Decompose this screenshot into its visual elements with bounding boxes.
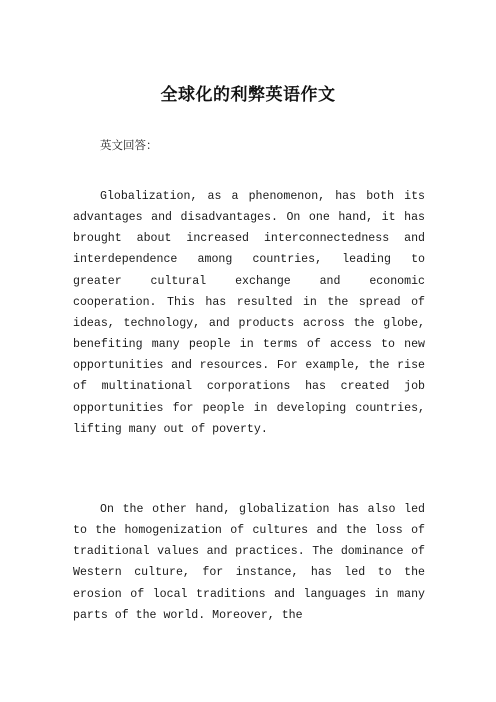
section-label: 英文回答： [100, 138, 158, 152]
paragraph-2: On the other hand, globalization has also led to the homogenization of cultures and the loss of traditional values and practices. The dominance of Western culture, for instance, has led to the erosion of local traditions and languages in many parts of the world. Moreover, the [73, 503, 425, 622]
paragraph-1: Globalization, as a phenomenon, has both its advantages and disadvantages. On one hand, it has brought about increased interconnectedness and interdependence among countries, leading to greater cultural exchange and economic cooperation. This has resulted in the spread of ideas, technology, and products across the globe, benefiting many people in terms of access to new opportunities and resources. For example, the rise of multinational corporations has created job opportunities for people in developing countries, lifting many out of poverty. [73, 190, 425, 436]
document-title: 全球化的利弊英语作文 [160, 85, 336, 105]
